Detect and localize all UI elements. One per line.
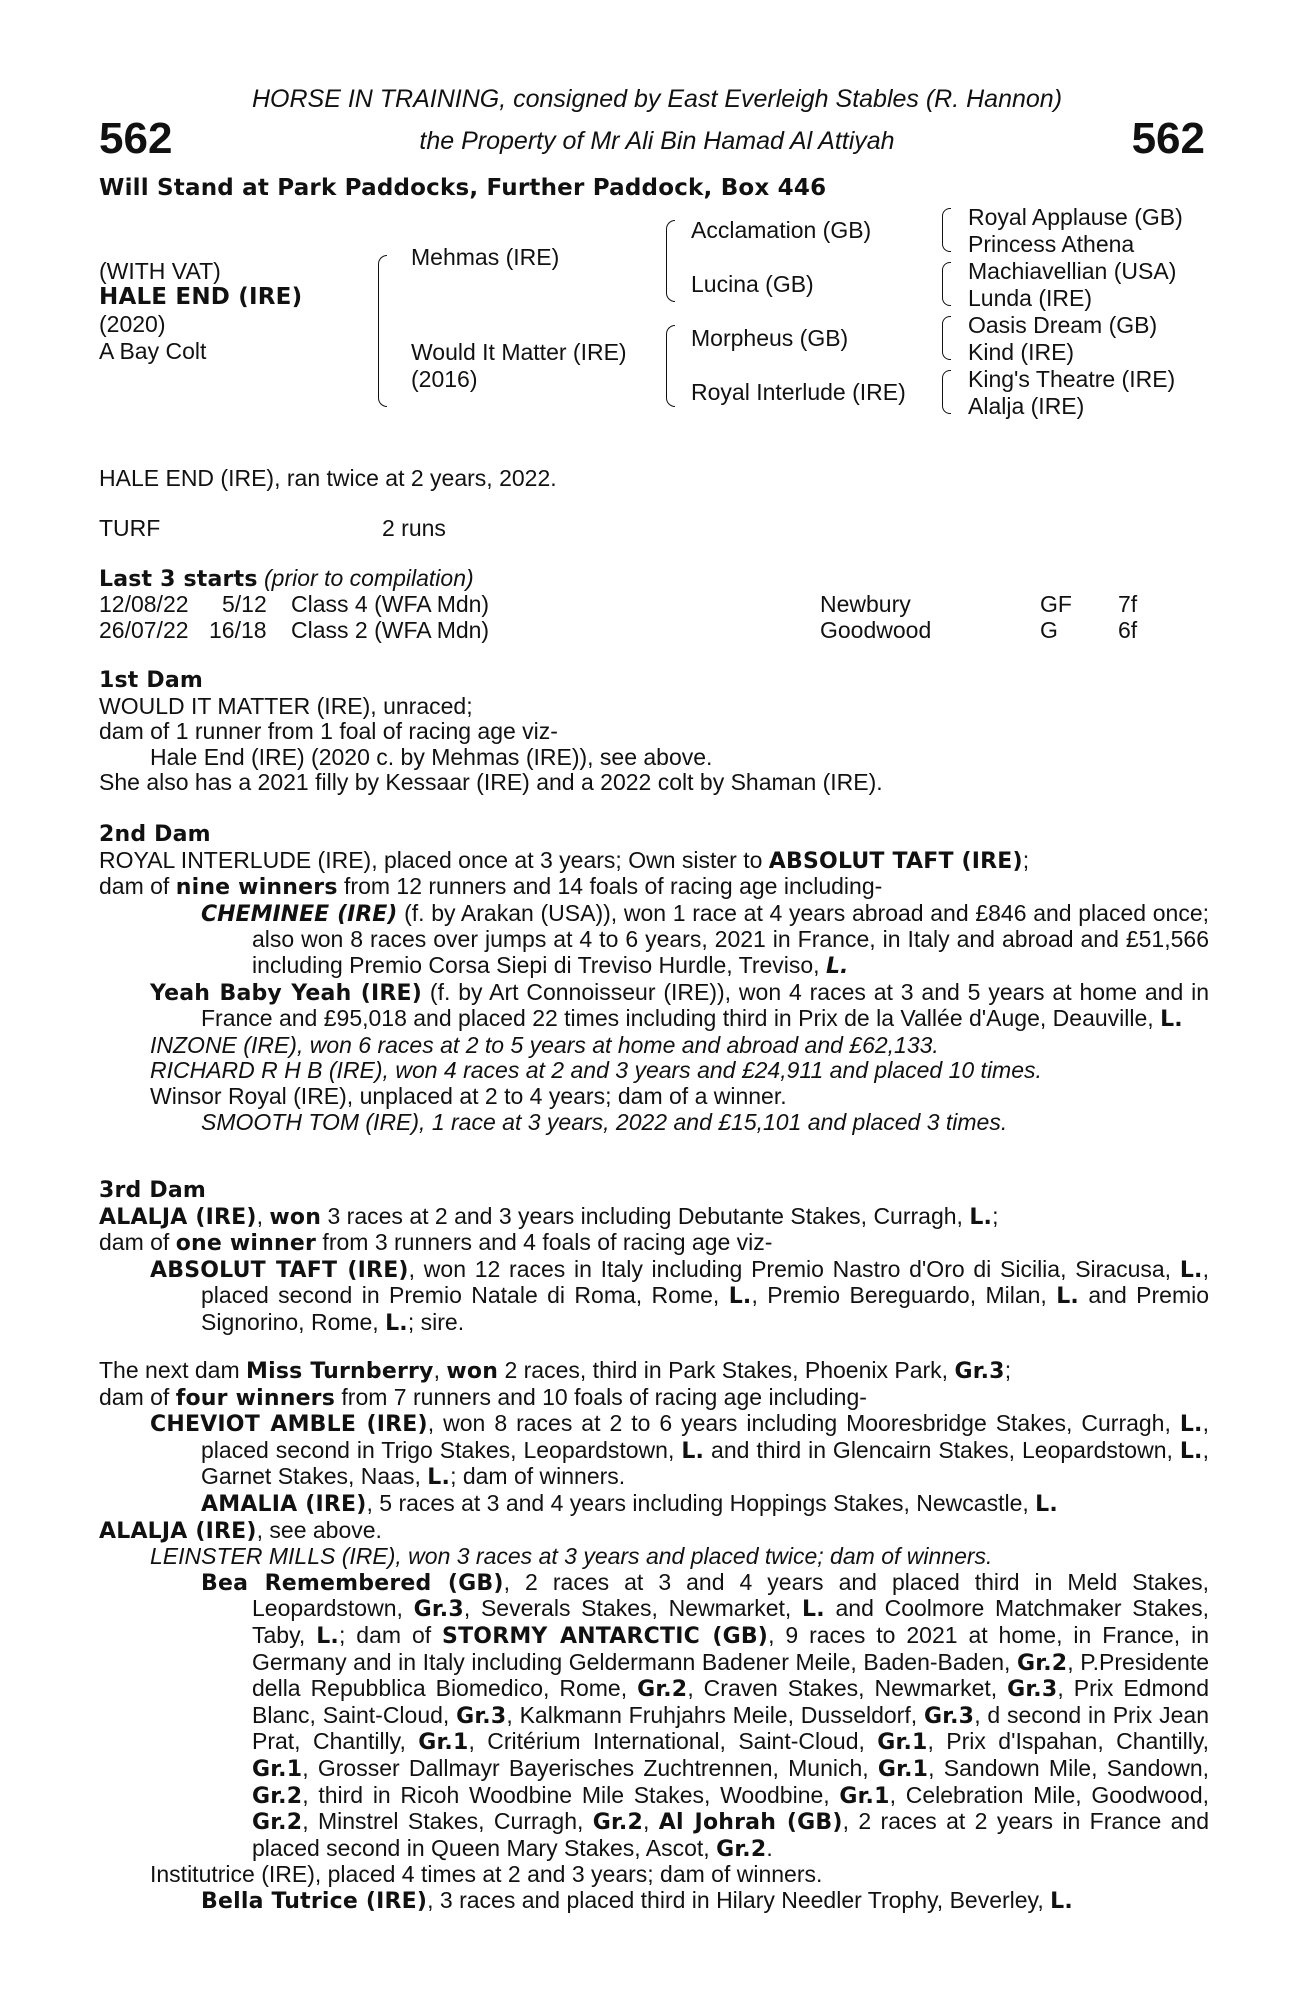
first-dam-produce: Hale End (IRE) (2020 c. by Mehmas (IRE)), see above. [150,743,713,770]
last-starts-heading [99,566,474,593]
pedigree-brace-sire [666,220,675,302]
start-distance: 7f [1118,591,1138,617]
pedigree-gg5: Oasis Dream (GB) [968,312,1158,338]
turf-runs: 2 runs [382,515,446,541]
list-item: Bella Tutrice (IRE), 3 races and placed third in Hilary Needler Trophy, Beverley, L. [201,1886,1073,1914]
list-item: Yeah Baby Yeah (IRE) (f. by Art Connoisseur (IRE)), won 4 races at 3 and 5 years at home and in France and £95,018 and placed 22 times including third in Prix de la Vallée d'Auge, Deauville, L. [150,978,1210,1033]
pedigree-gg2: Princess Athena [968,231,1135,257]
start-course: Newbury [820,591,911,617]
start-position: 16/18 [209,617,267,643]
horse-year: (2020) [99,311,166,337]
second-dam-line: ROYAL INTERLUDE (IRE), placed once at 3 years; Own sister to ABSOLUT TAFT (IRE); [99,846,1030,874]
list-item: ALALJA (IRE), see above. [99,1516,382,1544]
list-item: Winsor Royal (IRE), unplaced at 2 to 4 years; dam of a winner. [150,1082,787,1109]
start-distance: 6f [1118,617,1138,643]
list-item: Institutrice (IRE), placed 4 times at 2 and 3 years; dam of winners. [150,1861,823,1888]
next-dam-line: dam of four winners from 7 runners and 10 foals of racing age including- [99,1383,867,1411]
pedigree-gg6: Kind (IRE) [968,339,1075,365]
pedigree-brace-g3 [942,316,951,360]
pedigree-brace-g4 [942,370,951,414]
third-dam-line: dam of one winner from 3 runners and 4 foals of racing age viz- [99,1229,773,1257]
pedigree-gg7: King's Theatre (IRE) [968,366,1176,392]
header-consignor: HORSE IN TRAINING, consigned by East Everleigh Stables (R. Hannon) [251,85,1063,113]
first-dam-note: She also has a 2021 filly by Kessaar (IRE) and a 2022 colt by Shaman (IRE). [99,769,883,796]
pedigree-dam-dam: Royal Interlude (IRE) [691,379,906,405]
lot-number-right: 562 [1131,114,1205,163]
third-dam-line: ALALJA (IRE), won 3 races at 2 and 3 years including Debutante Stakes, Curragh, L.; [99,1202,999,1230]
list-item: SMOOTH TOM (IRE), 1 race at 3 years, 2022 and £15,101 and placed 3 times. [201,1108,1008,1135]
last-starts-title: Last 3 starts [99,567,258,592]
next-dam-section [99,1358,1209,1914]
pedigree-dam-year: (2016) [411,366,478,392]
start-class: Class 2 (WFA Mdn) [291,617,490,643]
first-dam-line: dam of 1 runner from 1 foal of racing age viz- [99,718,558,745]
list-item: INZONE (IRE), won 6 races at 2 to 5 years at home and abroad and £62,133. [150,1031,939,1058]
list-item: AMALIA (IRE), 5 races at 3 and 4 years including Hoppings Stakes, Newcastle, L. [201,1489,1058,1517]
pedigree-sire: Mehmas (IRE) [411,244,560,270]
list-item: CHEVIOT AMBLE (IRE), won 8 races at 2 to 6 years including Mooresbridge Stakes, Curragh, L., placed second in Trigo Stakes, Leopardstown, L. and third in Glencairn Stakes, Leopardstown, L., Garnet Stakes, Naas, L.; dam of winners. [150,1410,1210,1491]
first-dam-title: 1st Dam [99,668,204,693]
start-going: G [1040,617,1058,643]
next-dam-line: The next dam Miss Turnberry, won 2 races, third in Park Stakes, Phoenix Park, Gr.3; [99,1357,1012,1384]
pedigree-brace-main [378,255,387,407]
first-dam-line: WOULD IT MATTER (IRE), unraced; [99,692,473,719]
list-item: LEINSTER MILLS (IRE), won 3 races at 3 years and placed twice; dam of winners. [150,1543,993,1570]
horse-description: A Bay Colt [99,338,207,364]
pedigree-dam-sire: Morpheus (GB) [691,325,849,351]
last-starts-note: (prior to compilation) [264,565,474,591]
second-dam-line: dam of nine winners from 12 runners and 14 foals of racing age including- [99,873,883,901]
start-position: 5/12 [222,591,267,617]
pedigree-gg3: Machiavellian (USA) [968,258,1177,284]
start-course: Goodwood [820,617,932,643]
horse-name: HALE END (IRE) [99,284,303,310]
list-item: RICHARD R H B (IRE), won 4 races at 2 and 3 years and £24,911 and placed 10 times. [150,1057,1042,1084]
start-going: GF [1040,591,1072,617]
second-dam-section [99,822,1209,1135]
stabling-location: Will Stand at Park Paddocks, Further Paddock, Box 446 [99,175,827,201]
list-item: CHEMINEE (IRE) (f. by Arakan (USA)), won 1 race at 4 years abroad and £846 and placed once; also won 8 races over jumps at 4 to 6 years, 2021 in France, in Italy and abroad and £51,566 including Premio Corsa Siepi di Treviso Hurdle, Treviso, L. [201,899,1209,979]
pedigree-brace-g2 [942,262,951,306]
vat-note: (WITH VAT) [99,258,221,284]
pedigree-gg8: Alalja (IRE) [968,393,1085,419]
pedigree-sire-dam: Lucina (GB) [691,271,814,297]
pedigree-brace-g1 [942,208,951,252]
pedigree-brace-dam [666,325,675,407]
lot-number-left: 562 [99,114,173,163]
list-item: Bea Remembered (GB), 2 races at 3 and 4 years and placed third in Meld Stakes, Leopardstown, Gr.3, Severals Stakes, Newmarket, L. and Coolmore Matchmaker Stakes, Taby, L.; dam of STORMY ANTARCTIC (GB), 9 races to 2021 at home, in France, in Germany and in Italy including Geldermann Badener Meile, Baden-Baden, Gr.2, P.Presidente della Repubblica Biomedico, Rome, Gr.2, Craven Stakes, Newmarket, Gr.3, Prix Edmond Blanc, Saint-Cloud, Gr.3, Kalkmann Fruhjahrs Meile, Dusseldorf, Gr.3, d second in Prix Jean Prat, Chantilly, Gr.1, Critérium International, Saint-Cloud, Gr.1, Prix d'Ispahan, Chantilly, Gr.1, Grosser Dallmayr Bayerisches Zuchtrennen, Munich, Gr.1, Sandown Mile, Sandown, Gr.2, third in Ricoh Woodbine Mile Stakes, Woodbine, Gr.1, Celebration Mile, Goodwood, Gr.2, Minstrel Stakes, Curragh, Gr.2, Al Johrah (GB), 2 races at 2 years in France and placed second in Queen Mary Stakes, Ascot, Gr.2. [201,1568,1210,1862]
pedigree-gg4: Lunda (IRE) [968,285,1093,311]
race-summary: HALE END (IRE), ran twice at 2 years, 2022. [99,465,557,491]
third-dam-title: 3rd Dam [99,1178,206,1203]
first-dam-section [99,668,1209,796]
second-dam-title: 2nd Dam [99,822,211,847]
start-date: 12/08/22 [99,591,189,617]
pedigree-gg1: Royal Applause (GB) [968,204,1183,230]
third-dam-section [99,1178,1209,1337]
header-owner: the Property of Mr Ali Bin Hamad Al Attiyah [419,127,895,155]
start-class: Class 4 (WFA Mdn) [291,591,490,617]
pedigree-sire-sire: Acclamation (GB) [691,217,872,243]
list-item: ABSOLUT TAFT (IRE), won 12 races in Italy including Premio Nastro d'Oro di Sicilia, Siracusa, L., placed second in Premio Natale di Roma, Rome, L., Premio Bereguardo, Milan, L. and Premio Signorino, Rome, L.; sire. [150,1255,1210,1336]
turf-label: TURF [99,515,161,541]
pedigree-dam: Would It Matter (IRE) [411,339,627,365]
start-date: 26/07/22 [99,617,189,643]
